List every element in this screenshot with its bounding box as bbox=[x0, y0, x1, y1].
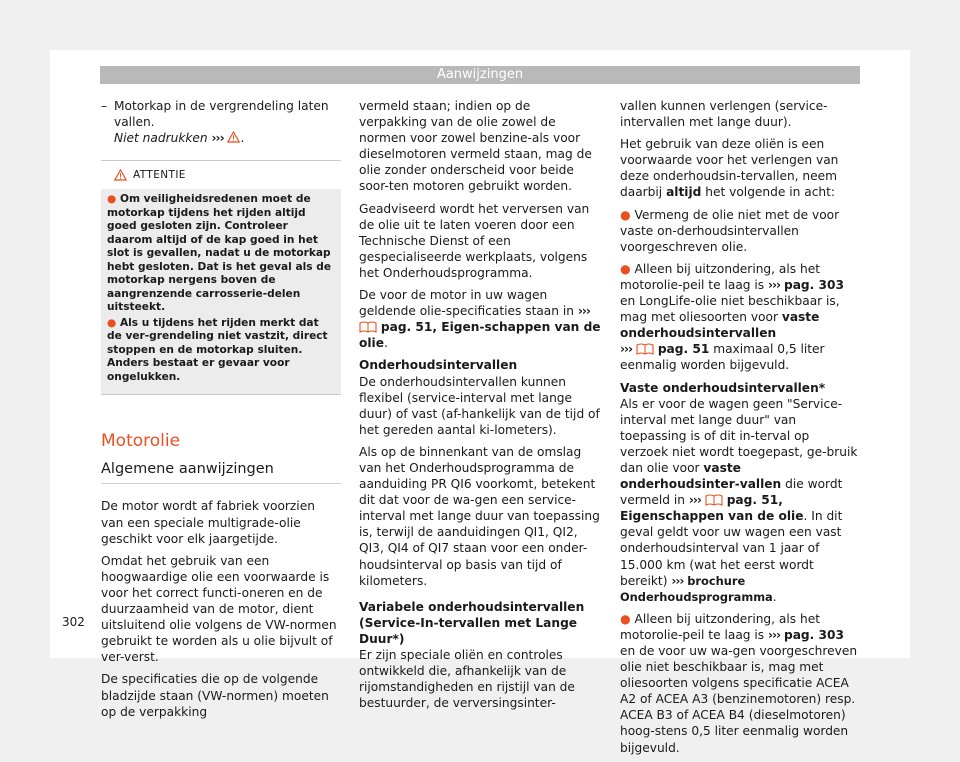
arrow-ref-icon[interactable]: ››› bbox=[768, 627, 781, 642]
paragraph: Het gebruik van deze oliën is een voorwaarde voor het verlengen van deze onderhoudsin-tervallen, neem daarbij altijd het volgende in acht: bbox=[620, 137, 839, 200]
section-title: Motorolie bbox=[101, 431, 181, 452]
arrow-ref-icon[interactable]: ››› bbox=[671, 573, 684, 588]
warning-header bbox=[101, 161, 341, 189]
bullet-item: ● Alleen bij uitzondering, als het motorolie-peil te laag is ››› pag. 303 en de voor uw wa-gen voorgeschreven olie niet beschikbaar is, mag met oliesoorten volgens specificatie ACEA A2 of ACEA A3 (benzinemotoren) resp. ACEA B3 of ACEA B4 (dieselmotoren) hoog-stens 0,5 liter eenmalig worden bijgevuld. bbox=[620, 611, 858, 755]
paragraph: Omdat het gebruik van een hoogwaardige olie een voorwaarde is voor het correct functi-oneren en de duurzaamheid van de motor, dient uitsluitend olie volgens de VW-normen gebruikt te worden als u olie bijvult of ver-verst. bbox=[101, 553, 337, 665]
arrow-ref-icon[interactable]: ››› bbox=[211, 131, 224, 146]
cross-reference[interactable]: pag. 51 bbox=[657, 342, 710, 357]
column-2 bbox=[359, 98, 601, 717]
book-icon[interactable] bbox=[636, 342, 654, 355]
cross-reference[interactable]: pag. 303 bbox=[783, 627, 844, 642]
page-header: Aanwijzingen bbox=[100, 66, 860, 84]
column-3 bbox=[620, 98, 860, 762]
paragraph: Er zijn speciale oliën en controles ontwikkeld die, afhankelijk van de rijomstandigheden en rijstijl van de bestuurder, de verversingsinter- bbox=[359, 648, 575, 711]
warning-box bbox=[101, 160, 341, 395]
bullet-item: ● Alleen bij uitzondering, als het motorolie-peil te laag is ››› pag. 303 en LongLife-olie niet beschikbaar is, mag met oliesoorten voor vaste onderhoudsintervallen ››› pag. 51 maximaal 0,5 liter eenmalig worden bijgevuld. bbox=[620, 261, 844, 373]
cross-reference[interactable]: brochure Onderhoudsprogramma bbox=[620, 573, 773, 604]
paragraph: De onderhoudsintervallen kunnen flexibel (service-interval met lange duur) of vast (af-hankelijk van de tijd of het gereden aantal ki-lometers). bbox=[359, 374, 600, 437]
subheading: Onderhoudsintervallen bbox=[359, 358, 518, 373]
bullet-item: ● Vermeng de olie niet met de voor vaste on-derhoudsintervallen voorgeschreven olie. bbox=[620, 207, 840, 254]
dash-item-text: Motorkap in de vergrendeling laten vallen. Niet nadrukken ››› . bbox=[114, 99, 329, 146]
paragraph: De specificaties die op de volgende bladzijde staan (VW-normen) moeten op de verpakking bbox=[101, 672, 329, 719]
subheading: Vaste onderhoudsintervallen* bbox=[620, 380, 826, 395]
paragraph: De voor de motor in uw wagen geldende olie-specificaties staan in ››› pag. 51, Eigen-schappen van de olie. bbox=[359, 288, 601, 351]
dash-item bbox=[101, 98, 341, 146]
paragraph: vermeld staan; indien op de verpakking van de olie zowel de normen voor zowel benzine-als voor dieselmotoren vermeld staan, mag de olie zonder onderscheid voor beide soor-ten motoren gebruikt worden. bbox=[359, 99, 592, 194]
section-subtitle: Algemene aanwijzingen bbox=[101, 461, 341, 484]
arrow-ref-icon[interactable]: ››› bbox=[620, 342, 633, 357]
paragraph: Als op de binnenkant van de omslag van het Onderhoudsprogramma de aanduiding PR QI6 voorkomt, betekent dit dat voor de wa-gen een service-interval met lange duur van toepassing is, terwijl de aanduidingen QI1, QI2, QI3, QI4 of QI7 staan voor een onder-houdsinterval op basis van tijd of kilometers. bbox=[359, 444, 600, 588]
cross-reference[interactable]: pag. 303 bbox=[783, 277, 844, 292]
warning-body bbox=[107, 189, 335, 384]
cross-reference[interactable]: pag. 51, Eigenschappen van de olie bbox=[620, 493, 804, 524]
cross-reference[interactable]: pag. 51, Eigen-schappen van de olie bbox=[359, 320, 601, 351]
book-icon[interactable] bbox=[705, 493, 723, 506]
paragraph: De motor wordt af fabriek voorzien van een speciale multigrade-olie geschikt voor elk jaargetijde. bbox=[101, 499, 315, 546]
arrow-ref-icon[interactable]: ››› bbox=[768, 277, 781, 292]
column-1 bbox=[101, 98, 341, 726]
book-icon[interactable] bbox=[359, 320, 377, 333]
dash-marker: – bbox=[101, 99, 108, 113]
warning-label: ATTENTIE bbox=[133, 169, 186, 182]
subheading: Variabele onderhoudsintervallen (Service-In-tervallen met Lange Duur*) bbox=[359, 599, 585, 646]
warning-triangle-icon bbox=[114, 169, 127, 181]
warning-bullet: ● Om veiligheidsredenen moet de motorkap tijdens het rijden altijd goed gesloten zijn. Controleer daarom altijd of de kap goed in het slot is gevallen, nadat u de motorkap hebt gesloten. Dat is het geval als de motorkap nergens boven de aangrenzende carrosserie-delen uitsteekt. bbox=[107, 193, 332, 314]
warning-triangle-icon[interactable] bbox=[227, 131, 240, 143]
arrow-ref-icon[interactable]: ››› bbox=[688, 493, 701, 508]
page-number: 302 bbox=[62, 615, 85, 629]
arrow-ref-icon[interactable]: ››› bbox=[577, 304, 590, 319]
paragraph: vallen kunnen verlengen (service-intervallen met lange duur). bbox=[620, 99, 828, 130]
paragraph: Geadviseerd wordt het verversen van de olie uit te laten voeren door een Technische Dienst of een gespecialiseerde werkplaats, volgens het Onderhoudsprogramma. bbox=[359, 201, 590, 280]
paragraph: Als er voor de wagen geen "Service-interval met lange duur" van toepassing is of dit in-terval op verzoek niet wordt toegepast, ge-bruik dan olie voor vaste onderhoudsinter-vallen die wordt vermeld in ››› pag. 51, Eigenschappen van de olie. In dit geval geldt voor uw wagen een vast onderhoudsinterval van 1 jaar of 15.000 km (wat het eerst wordt bereikt) ››› brochure Onderhoudsprogramma. bbox=[620, 396, 858, 604]
warning-bullet: ● Als u tijdens het rijden merkt dat de ver-grendeling niet vastzit, direct stoppen en de motorkap sluiten. Anders bestaat er gevaar voor ongelukken. bbox=[107, 316, 328, 383]
